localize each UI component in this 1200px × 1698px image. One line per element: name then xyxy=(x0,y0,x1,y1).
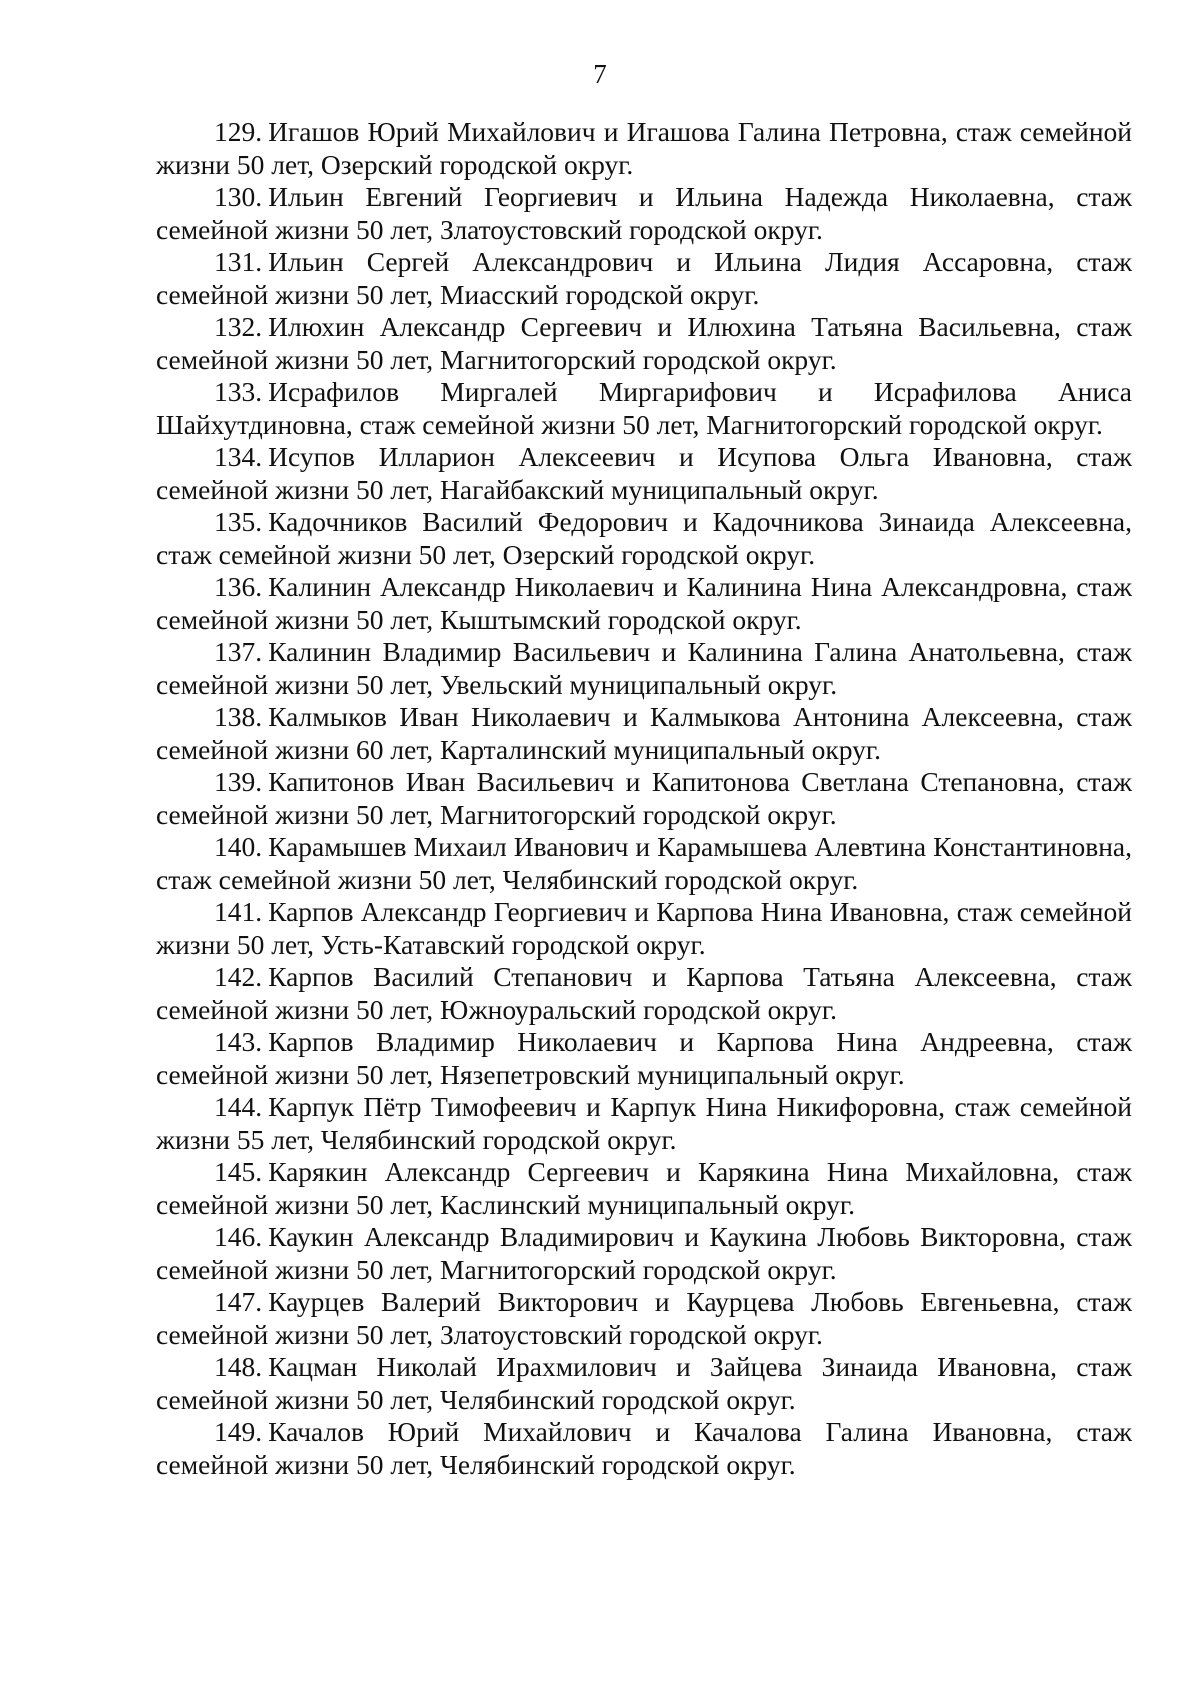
item-number: 146. xyxy=(214,1221,263,1252)
item-text: Кацман Николай Ирахмилович и Зайцева Зинаида Ивановна, стаж семейной жизни 50 лет, Челябинский городской округ. xyxy=(156,1351,1132,1415)
item-text: Исупов Илларион Алексеевич и Исупова Ольга Ивановна, стаж семейной жизни 50 лет, Нагайбакский муниципальный округ. xyxy=(156,441,1132,505)
list-item xyxy=(156,1416,1132,1481)
list-item xyxy=(156,701,1132,766)
item-text: Карпук Пётр Тимофеевич и Карпук Нина Никифоровна, стаж семейной жизни 55 лет, Челябинский городской округ. xyxy=(156,1091,1132,1155)
item-number: 130. xyxy=(214,181,263,212)
item-text: Карпов Василий Степанович и Карпова Татьяна Алексеевна, стаж семейной жизни 50 лет, Южноуральский городской округ. xyxy=(156,961,1132,1025)
item-text: Каукин Александр Владимирович и Каукина Любовь Викторовна, стаж семейной жизни 50 лет, Магнитогорский городской округ. xyxy=(156,1221,1132,1285)
item-number: 145. xyxy=(214,1156,263,1187)
item-number: 149. xyxy=(214,1416,263,1447)
item-number: 142. xyxy=(214,961,263,992)
item-number: 131. xyxy=(214,246,263,277)
item-text: Ильин Евгений Георгиевич и Ильина Надежда Николаевна, стаж семейной жизни 50 лет, Златоустовский городской округ. xyxy=(156,181,1132,245)
entry-list xyxy=(156,116,1132,1481)
item-number: 129. xyxy=(214,116,263,147)
item-text: Капитонов Иван Васильевич и Капитонова Светлана Степановна, стаж семейной жизни 50 лет, Магнитогорский городской округ. xyxy=(156,766,1132,830)
list-item xyxy=(156,181,1132,246)
item-number: 136. xyxy=(214,571,263,602)
list-item xyxy=(156,1286,1132,1351)
item-number: 134. xyxy=(214,441,263,472)
item-number: 138. xyxy=(214,701,263,732)
item-text: Карякин Александр Сергеевич и Карякина Нина Михайловна, стаж семейной жизни 50 лет, Каслинский муниципальный округ. xyxy=(156,1156,1132,1220)
item-number: 140. xyxy=(214,831,263,862)
list-item xyxy=(156,1091,1132,1156)
list-item xyxy=(156,1221,1132,1286)
page-number: 7 xyxy=(593,59,607,89)
list-item xyxy=(156,571,1132,636)
item-text: Карпов Владимир Николаевич и Карпова Нина Андреевна, стаж семейной жизни 50 лет, Нязепетровский муниципальный округ. xyxy=(156,1026,1132,1090)
item-text: Качалов Юрий Михайлович и Качалова Галина Ивановна, стаж семейной жизни 50 лет, Челябинский городской округ. xyxy=(156,1416,1132,1480)
item-number: 137. xyxy=(214,636,263,667)
list-item xyxy=(156,896,1132,961)
list-item xyxy=(156,506,1132,571)
list-item xyxy=(156,1026,1132,1091)
item-number: 139. xyxy=(214,766,263,797)
item-number: 144. xyxy=(214,1091,263,1122)
item-text: Кадочников Василий Федорович и Кадочникова Зинаида Алексеевна, стаж семейной жизни 50 лет, Озерский городской округ. xyxy=(156,506,1132,570)
list-item xyxy=(156,116,1132,181)
item-text: Каурцев Валерий Викторович и Каурцева Любовь Евгеньевна, стаж семейной жизни 50 лет, Златоустовский городской округ. xyxy=(156,1286,1132,1350)
item-text: Карпов Александр Георгиевич и Карпова Нина Ивановна, стаж семейной жизни 50 лет, Усть-Катавский городской округ. xyxy=(156,896,1132,960)
item-text: Илюхин Александр Сергеевич и Илюхина Татьяна Васильевна, стаж семейной жизни 50 лет, Магнитогорский городской округ. xyxy=(156,311,1132,375)
list-item xyxy=(156,376,1132,441)
item-text: Ильин Сергей Александрович и Ильина Лидия Ассаровна, стаж семейной жизни 50 лет, Миасский городской округ. xyxy=(156,246,1132,310)
item-text: Калмыков Иван Николаевич и Калмыкова Антонина Алексеевна, стаж семейной жизни 60 лет, Карталинский муниципальный округ. xyxy=(156,701,1132,765)
item-number: 135. xyxy=(214,506,263,537)
item-number: 141. xyxy=(214,896,263,927)
item-text: Калинин Владимир Васильевич и Калинина Галина Анатольевна, стаж семейной жизни 50 лет, Увельский муниципальный округ. xyxy=(156,636,1132,700)
list-item xyxy=(156,766,1132,831)
item-number: 147. xyxy=(214,1286,263,1317)
item-number: 148. xyxy=(214,1351,263,1382)
list-item xyxy=(156,311,1132,376)
item-text: Карамышев Михаил Иванович и Карамышева Алевтина Константиновна, стаж семейной жизни 50 лет, Челябинский городской округ. xyxy=(156,831,1132,895)
item-text: Исрафилов Миргалей Миргарифович и Исрафилова Аниса Шайхутдиновна, стаж семейной жизни 50 лет, Магнитогорский городской округ. xyxy=(156,376,1132,440)
list-item xyxy=(156,441,1132,506)
list-item xyxy=(156,1351,1132,1416)
list-item xyxy=(156,961,1132,1026)
item-number: 133. xyxy=(214,376,263,407)
list-item xyxy=(156,636,1132,701)
item-text: Игашов Юрий Михайлович и Игашова Галина Петровна, стаж семейной жизни 50 лет, Озерский городской округ. xyxy=(156,116,1132,180)
item-number: 143. xyxy=(214,1026,263,1057)
item-text: Калинин Александр Николаевич и Калинина Нина Александровна, стаж семейной жизни 50 лет, Кыштымский городской округ. xyxy=(156,571,1132,635)
list-item xyxy=(156,1156,1132,1221)
item-number: 132. xyxy=(214,311,263,342)
list-item xyxy=(156,246,1132,311)
list-item xyxy=(156,831,1132,896)
